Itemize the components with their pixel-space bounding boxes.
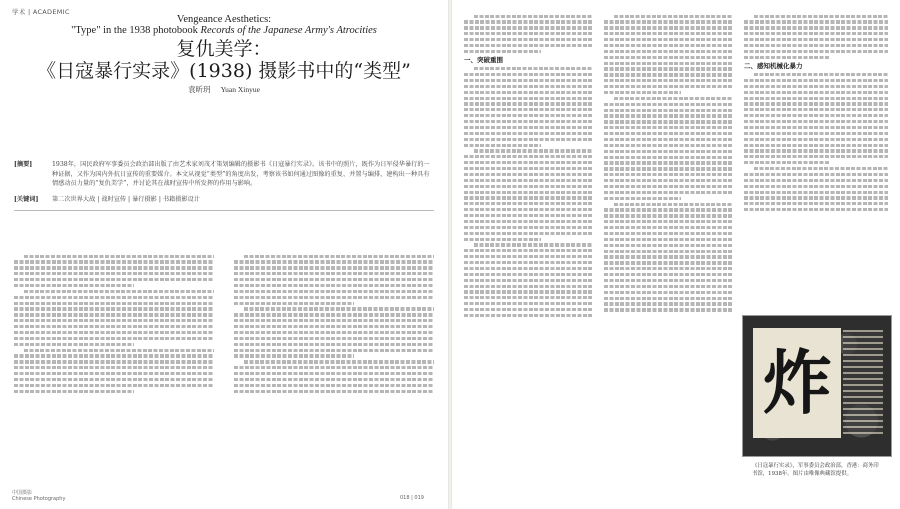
body-text-line	[464, 232, 592, 235]
body-text-line	[464, 255, 592, 258]
abstract-block	[14, 160, 434, 211]
body-text-line	[234, 349, 434, 352]
body-text-line	[744, 56, 830, 59]
body-text-line	[464, 302, 592, 305]
body-text-line	[604, 261, 732, 264]
section-tag: 学术 | ACADEMIC	[12, 8, 70, 16]
right-page	[452, 0, 900, 509]
body-text-line	[754, 15, 888, 18]
article-header	[0, 14, 448, 95]
body-text-line	[604, 285, 732, 288]
body-text-line	[234, 384, 434, 387]
body-text-line	[14, 360, 214, 363]
body-column-left-1	[14, 252, 214, 396]
body-text-line	[234, 378, 434, 381]
body-text-line	[464, 79, 592, 82]
body-text-line	[14, 296, 214, 299]
body-text-line	[604, 91, 681, 94]
body-text-line	[614, 15, 732, 18]
body-text-line	[234, 325, 434, 328]
body-text-line	[604, 156, 732, 159]
body-text-line	[744, 85, 888, 88]
body-text-line	[744, 120, 888, 123]
body-text-line	[244, 360, 434, 363]
body-text-line	[604, 103, 732, 106]
body-text-line	[464, 102, 592, 105]
body-text-line	[604, 167, 732, 170]
body-text-line	[464, 38, 592, 41]
body-text-line	[14, 337, 214, 340]
english-title-line-2	[0, 25, 448, 36]
section-heading: 二、感知机械化暴力	[744, 61, 803, 70]
body-text-line	[464, 226, 592, 229]
body-text-line	[474, 149, 592, 152]
body-text-line	[744, 20, 888, 23]
body-text-line	[744, 108, 888, 111]
body-text-line	[744, 155, 888, 158]
body-text-line	[744, 132, 888, 135]
body-text-line	[604, 32, 732, 35]
body-text-line	[604, 73, 732, 76]
body-text-line	[604, 38, 732, 41]
body-text-line	[464, 44, 592, 47]
body-text-line	[744, 149, 888, 152]
body-text-line	[744, 97, 888, 100]
body-text-line	[604, 226, 732, 229]
body-text-line	[604, 44, 732, 47]
body-text-line	[604, 302, 732, 305]
body-text-line	[234, 354, 354, 357]
author-english: Yuan Xinyue	[220, 85, 260, 94]
body-text-line	[14, 284, 134, 287]
body-text-line	[614, 203, 732, 206]
body-text-line	[234, 290, 434, 293]
body-text-line	[744, 79, 888, 82]
body-text-line	[464, 202, 592, 205]
body-text-line	[604, 56, 732, 59]
body-text-line	[604, 267, 732, 270]
body-text-line	[604, 197, 681, 200]
section-heading: 一、突破重围	[464, 56, 503, 65]
body-text-line	[464, 114, 592, 117]
body-text-line	[744, 144, 888, 147]
body-text-line	[614, 97, 732, 100]
body-text-line	[604, 273, 732, 276]
body-text-line	[24, 349, 214, 352]
body-column-right-2	[604, 12, 732, 314]
body-text-line	[464, 208, 592, 211]
body-text-line	[464, 220, 592, 223]
body-column-right-1	[464, 12, 592, 320]
body-text-line	[604, 50, 732, 53]
body-text-line	[464, 279, 592, 282]
body-text-line	[464, 50, 541, 53]
journal-name-english: Chinese Photography	[12, 496, 66, 502]
figure-caption: 《日寇暴行实录》，军事委员会政治部，香港：商务印书馆，1938年。图片由唯像典藏馆提供。	[752, 463, 879, 477]
body-text-line	[14, 319, 214, 322]
abstract-text: 1938年，国民政府军事委员会政治部出版了由艺术家刘茂才策划编辑的摄影书《日寇暴行实录》。该书中的照片，既作为日军侵华暴行的一种证据，又作为国内外抗日宣传的重要媒介。本文从视觉“类型”的角度出发，考察该书如何通过图像的重复、并置与编排，建构出一种具有情感动员力量的“复仇美学”，并讨论其在战时宣传中所发挥的作用与影响。	[52, 161, 430, 188]
body-text-line	[604, 244, 732, 247]
english-title-line-1: Vengeance Aesthetics:	[176, 14, 272, 25]
body-text-line	[604, 26, 732, 29]
photobook-cover-image	[742, 315, 892, 457]
body-text-line	[744, 126, 888, 129]
body-text-line	[464, 73, 592, 76]
body-text-line	[14, 372, 214, 375]
body-text-line	[604, 126, 732, 129]
body-text-line	[234, 337, 434, 340]
body-text-line	[604, 279, 732, 282]
body-text-line	[604, 220, 732, 223]
body-text-line	[14, 390, 134, 393]
body-text-line	[744, 50, 888, 53]
body-text-line	[744, 185, 888, 188]
chinese-title-line-2: 《日寇暴行实录》(1938) 摄影书中的“类型”	[37, 60, 411, 82]
body-text-line	[234, 260, 434, 263]
body-text-line	[604, 138, 732, 141]
body-text-line	[14, 278, 214, 281]
body-text-line	[14, 260, 214, 263]
body-text-line	[464, 308, 592, 311]
cover-glyph: 炸	[753, 328, 841, 438]
body-text-line	[474, 67, 592, 70]
body-text-line	[464, 91, 592, 94]
body-column-left-2	[234, 252, 434, 396]
body-text-line	[604, 67, 732, 70]
keywords-label: [关键词]	[14, 195, 39, 203]
body-text-line	[464, 85, 592, 88]
body-text-line	[604, 79, 732, 82]
body-text-line	[464, 267, 592, 270]
body-text-line	[14, 266, 214, 269]
body-text-line	[604, 191, 732, 194]
body-text-line	[744, 208, 888, 211]
body-text-line	[244, 307, 434, 310]
body-text-line	[604, 120, 732, 123]
body-text-line	[464, 97, 592, 100]
body-text-line	[744, 202, 888, 205]
body-text-line	[234, 284, 434, 287]
body-text-line	[744, 138, 888, 141]
abstract-row	[14, 160, 434, 189]
journal-name-chinese: 中国摄影	[12, 490, 33, 496]
body-text-line	[474, 243, 592, 246]
body-text-line	[604, 214, 732, 217]
body-text-line	[464, 155, 592, 158]
body-text-line	[234, 343, 434, 346]
body-text-line	[14, 307, 214, 310]
body-text-line	[14, 325, 214, 328]
body-text-line	[14, 378, 214, 381]
chinese-title-line-1: 复仇美学：	[176, 38, 272, 60]
body-text-line	[464, 185, 592, 188]
body-text-line	[234, 390, 434, 393]
body-text-line	[754, 73, 888, 76]
body-text-line	[604, 62, 732, 65]
body-text-line	[744, 191, 888, 194]
body-text-line	[604, 232, 732, 235]
body-text-line	[744, 102, 888, 105]
body-text-line	[604, 161, 732, 164]
body-text-line	[234, 366, 434, 369]
body-text-line	[14, 354, 214, 357]
page-folio: 018 | 019	[400, 495, 424, 501]
body-text-line	[464, 167, 592, 170]
body-text-line	[464, 261, 592, 264]
english-title-prefix: "Type" in the 1938 photobook	[71, 25, 201, 36]
body-text-line	[604, 114, 732, 117]
body-text-line	[464, 126, 592, 129]
body-text-line	[604, 308, 732, 311]
body-text-line	[464, 144, 541, 147]
body-text-line	[464, 238, 541, 241]
body-text-line	[604, 179, 732, 182]
body-text-line	[234, 331, 434, 334]
body-text-line	[744, 114, 888, 117]
body-text-line	[464, 273, 592, 276]
body-text-line	[744, 44, 888, 47]
body-text-line	[604, 132, 732, 135]
body-text-line	[14, 343, 134, 346]
body-text-line	[234, 319, 434, 322]
body-text-line	[464, 120, 592, 123]
body-text-line	[604, 297, 732, 300]
body-text-line	[464, 285, 592, 288]
cover-side-strip	[843, 330, 883, 434]
body-text-line	[464, 314, 592, 317]
body-text-line	[604, 109, 732, 112]
body-text-line	[14, 272, 214, 275]
keywords-row	[14, 195, 434, 212]
body-text-line	[14, 313, 214, 316]
body-text-line	[464, 32, 592, 35]
body-text-line	[744, 32, 888, 35]
body-text-line	[744, 91, 888, 94]
body-text-line	[604, 144, 732, 147]
body-text-line	[744, 26, 888, 29]
body-text-line	[234, 272, 434, 275]
english-title-italic: Records of the Japanese Army's Atrocities	[200, 25, 377, 36]
byline	[0, 84, 448, 95]
left-page	[0, 0, 448, 509]
body-text-line	[464, 296, 592, 299]
body-text-line	[464, 290, 592, 293]
body-text-line	[464, 138, 592, 141]
body-text-line	[604, 208, 732, 211]
body-text-line	[464, 196, 592, 199]
body-text-line	[24, 255, 214, 258]
body-text-line	[234, 372, 434, 375]
body-column-right-3	[744, 12, 888, 214]
body-text-line	[744, 179, 888, 182]
body-text-line	[464, 249, 592, 252]
body-text-line	[14, 302, 214, 305]
keywords-text: 第二次世界大战 | 战时宣传 | 暴行摄影 | 书籍摄影设计	[52, 195, 200, 203]
body-text-line	[604, 173, 732, 176]
body-text-line	[464, 20, 592, 23]
body-text-line	[604, 238, 732, 241]
body-text-line	[744, 161, 830, 164]
body-text-line	[464, 173, 592, 176]
abstract-label: [摘要]	[14, 161, 33, 168]
body-text-line	[744, 38, 888, 41]
body-text-line	[244, 255, 434, 258]
body-text-line	[604, 85, 732, 88]
body-text-line	[464, 161, 592, 164]
body-text-line	[604, 250, 732, 253]
body-text-line	[474, 15, 592, 18]
body-text-line	[464, 191, 592, 194]
body-text-line	[234, 266, 434, 269]
body-text-line	[14, 331, 214, 334]
body-text-line	[604, 20, 732, 23]
body-text-line	[604, 150, 732, 153]
body-text-line	[604, 255, 732, 258]
body-text-line	[464, 132, 592, 135]
body-text-line	[744, 173, 888, 176]
body-text-line	[234, 302, 354, 305]
author-chinese: 袁昕玥	[188, 85, 211, 94]
body-text-line	[744, 196, 888, 199]
body-text-line	[234, 278, 434, 281]
body-text-line	[14, 384, 214, 387]
body-text-line	[464, 26, 592, 29]
body-text-line	[464, 214, 592, 217]
body-text-line	[464, 108, 592, 111]
body-text-line	[24, 290, 214, 293]
body-text-line	[604, 185, 732, 188]
body-text-line	[14, 366, 214, 369]
body-text-line	[604, 291, 732, 294]
body-text-line	[754, 167, 888, 170]
body-text-line	[234, 296, 434, 299]
body-text-line	[464, 179, 592, 182]
journal-footer	[12, 490, 65, 502]
body-text-line	[234, 313, 434, 316]
